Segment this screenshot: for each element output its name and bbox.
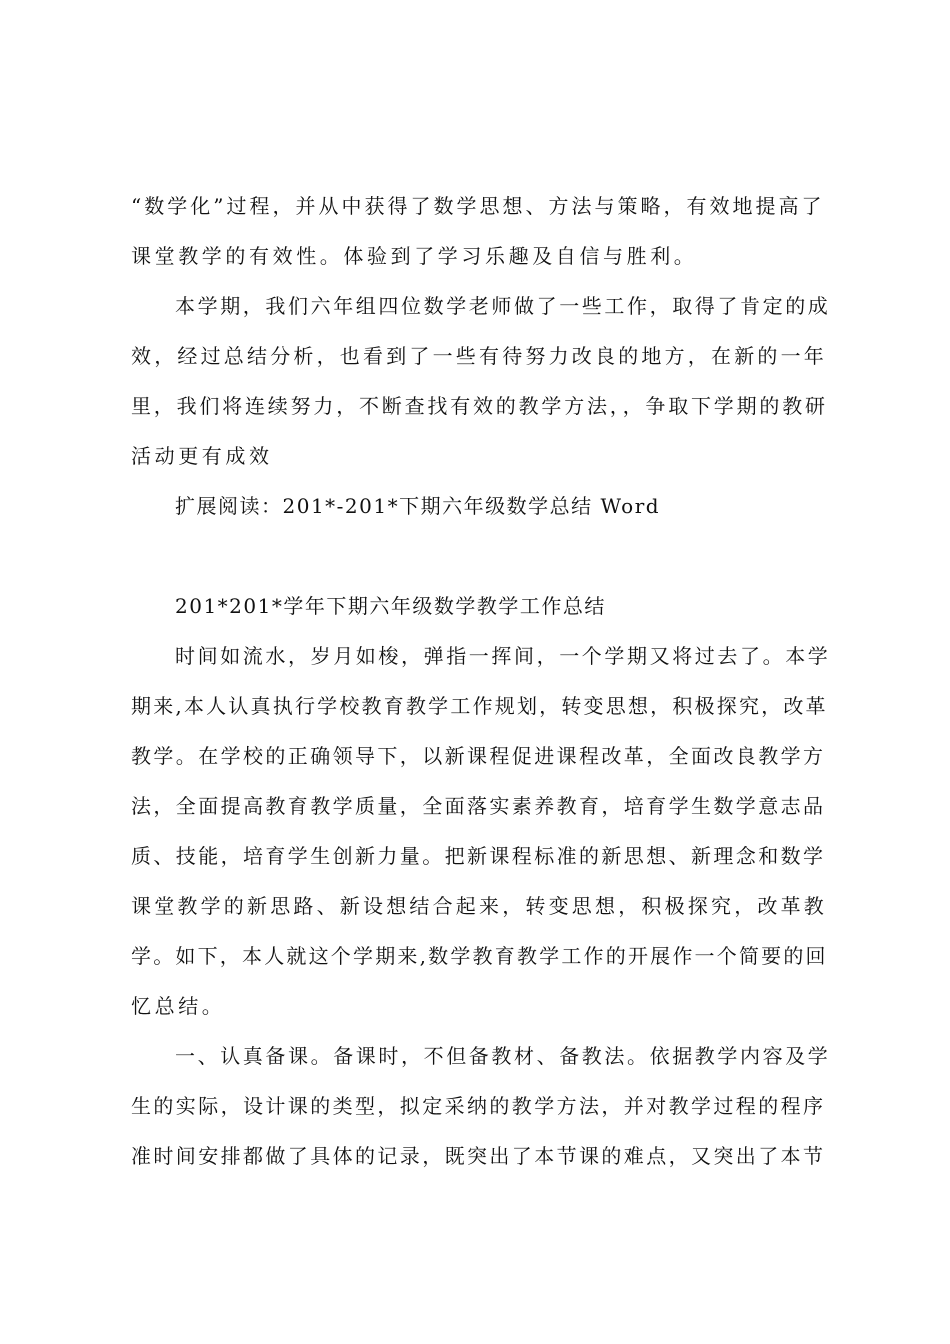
paragraph-start-line: 一、认真备课。备课时，不但备教材、备教法。依据教学内容及学: [175, 1044, 831, 1068]
text-line: 生的实际，设计课的类型，拟定采纳的教学方法，并对教学过程的程序: [131, 1094, 826, 1118]
paragraph-start-line: 本学期，我们六年组四位数学老师做了一些工作，取得了肯定的成: [175, 294, 831, 318]
text-line: 里，我们将连续努力，不断查找有效的教学方法，，争取下学期的教研: [131, 394, 828, 418]
text-line: 课堂教学的新思路、新设想结合起来，转变思想，积极探究，改革教: [131, 894, 827, 918]
text-line: 教学。在学校的正确领导下，以新课程促进课程改革，全面改良教学方: [131, 744, 826, 768]
text-line: 质、技能，培育学生创新力量。把新课程标准的新思想、新理念和数学: [131, 844, 826, 868]
text-line: 活动更有成效: [131, 444, 273, 468]
text-line: 忆总结。: [131, 994, 226, 1018]
text-line: “数学化”过程，并从中获得了数学思想、方法与策略，有效地提高了: [131, 194, 825, 218]
text-line: 准时间安排都做了具体的记录，既突出了本节课的难点，又突出了本节: [131, 1144, 826, 1168]
text-line: 效，经过总结分析，也看到了一些有待努力改良的地方，在新的一年: [131, 344, 827, 368]
text-line: 学。如下，本人就这个学期来,数学教育教学工作的开展作一个简要的回: [131, 944, 828, 968]
text-line: 期来,本人认真执行学校教育教学工作规划，转变思想，积极探究，改革: [131, 694, 828, 718]
text-line: 课堂教学的有效性。体验到了学习乐趣及自信与胜利。: [131, 244, 698, 268]
section-title: 201*201*学年下期六年级数学教学工作总结: [175, 594, 606, 618]
text-line: 法，全面提高教育教学质量，全面落实素养教育，培育学生数学意志品: [131, 794, 826, 818]
extended-reading-heading: 扩展阅读：201*-201*下期六年级数学总结 Word: [175, 494, 661, 518]
paragraph-start-line: 时间如流水，岁月如梭，弹指一挥间，一个学期又将过去了。本学: [175, 644, 831, 668]
